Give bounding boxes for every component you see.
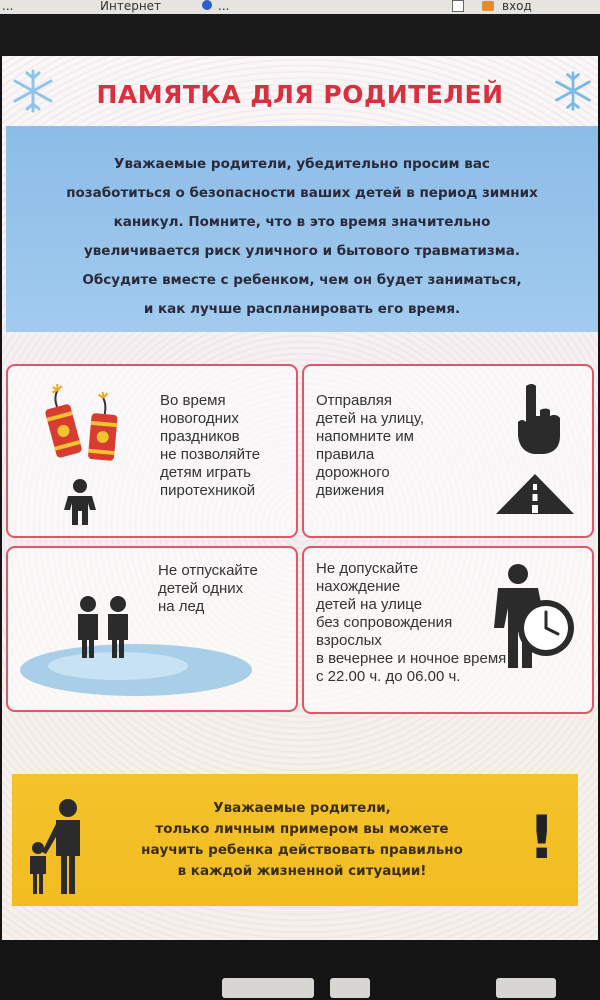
card-fireworks-text [160, 392, 260, 500]
browser-favicon-icon [202, 0, 212, 10]
intro-line: Обсудите вместе с ребенком, чем он будет заниматься, [82, 272, 522, 288]
card-text-line: дорожного [316, 464, 390, 481]
card-text-line: Отправляя [316, 392, 392, 409]
card-text-line: Не отпускайте [158, 562, 258, 579]
card-text-line: детей одних [158, 580, 244, 597]
footer-box [12, 774, 578, 906]
card-text-line: детей на улицу, [316, 410, 425, 427]
exclamation-mark: ! [528, 803, 556, 873]
card-text-line: праздников [160, 428, 240, 445]
road-icon [494, 470, 576, 518]
card-text-line: новогодних [160, 410, 239, 427]
businessman-clock-icon [484, 562, 580, 672]
intro-line: и как лучше распланировать его время. [143, 301, 461, 317]
card-text-line: на лед [158, 598, 205, 615]
footer-line: Уважаемые родители, [213, 800, 391, 816]
footer-text [82, 798, 522, 882]
card-text-line: в вечернее и ночное время [316, 650, 507, 667]
card-text-line: без сопровождения [316, 614, 453, 631]
browser-bar-item[interactable]: ... [218, 0, 230, 13]
intro-box [6, 126, 598, 332]
card-text-line: нахождение [316, 578, 401, 595]
card-road-rules [302, 364, 594, 538]
card-text-line: детей на улице [316, 596, 423, 613]
card-text-line: пиротехникой [160, 482, 256, 499]
card-ice-text [158, 562, 258, 616]
card-night-time [302, 546, 594, 714]
poster [2, 56, 598, 940]
intro-line: Уважаемые родители, убедительно просим вас [114, 156, 490, 172]
card-ice [6, 546, 298, 712]
taskbar-item[interactable] [222, 978, 314, 998]
card-text-line: правила [316, 446, 375, 463]
intro-line: каникул. Помните, что в это время значительно [113, 214, 491, 230]
card-fireworks [6, 364, 298, 538]
card-text-line: детям играть [160, 464, 251, 481]
browser-bar-item[interactable]: Интернет [100, 0, 162, 13]
pointing-hand-icon [510, 382, 564, 456]
card-text-line: с 22.00 ч. до 06.00 ч. [316, 668, 461, 685]
taskbar-item[interactable] [496, 978, 556, 998]
intro-line: увеличивается риск уличного и бытового травматизма. [83, 243, 521, 259]
card-night-text [316, 560, 506, 686]
footer-line: научить ребенка действовать правильно [141, 842, 463, 858]
browser-bar-item[interactable]: вход [502, 0, 532, 13]
card-text-line: движения [316, 482, 385, 499]
intro-text [16, 150, 588, 324]
card-text-line: не позволяйте [160, 446, 261, 463]
card-text-line: взрослых [316, 632, 382, 649]
child-icon [60, 478, 100, 528]
card-text-line: Не допускайте [316, 560, 419, 577]
poster-title: ПАМЯТКА ДЛЯ РОДИТЕЛЕЙ [96, 80, 504, 109]
taskbar-item[interactable] [330, 978, 370, 998]
card-road-text [316, 392, 424, 500]
browser-bar-item[interactable]: ... [2, 0, 14, 13]
browser-bar [0, 0, 600, 14]
screen-bezel [0, 14, 600, 56]
adult-with-child-icon [26, 798, 90, 898]
mail-icon [482, 1, 494, 11]
browser-tab-icon [452, 0, 464, 12]
card-text-line: напомните им [316, 428, 414, 445]
footer-line: в каждой жизненной ситуации! [177, 863, 427, 879]
firecracker-icon [38, 384, 128, 464]
card-text-line: Во время [160, 392, 226, 409]
footer-line: только личным примером вы можете [155, 821, 449, 837]
intro-line: позаботиться о безопасности ваших детей в период зимних [66, 185, 538, 201]
